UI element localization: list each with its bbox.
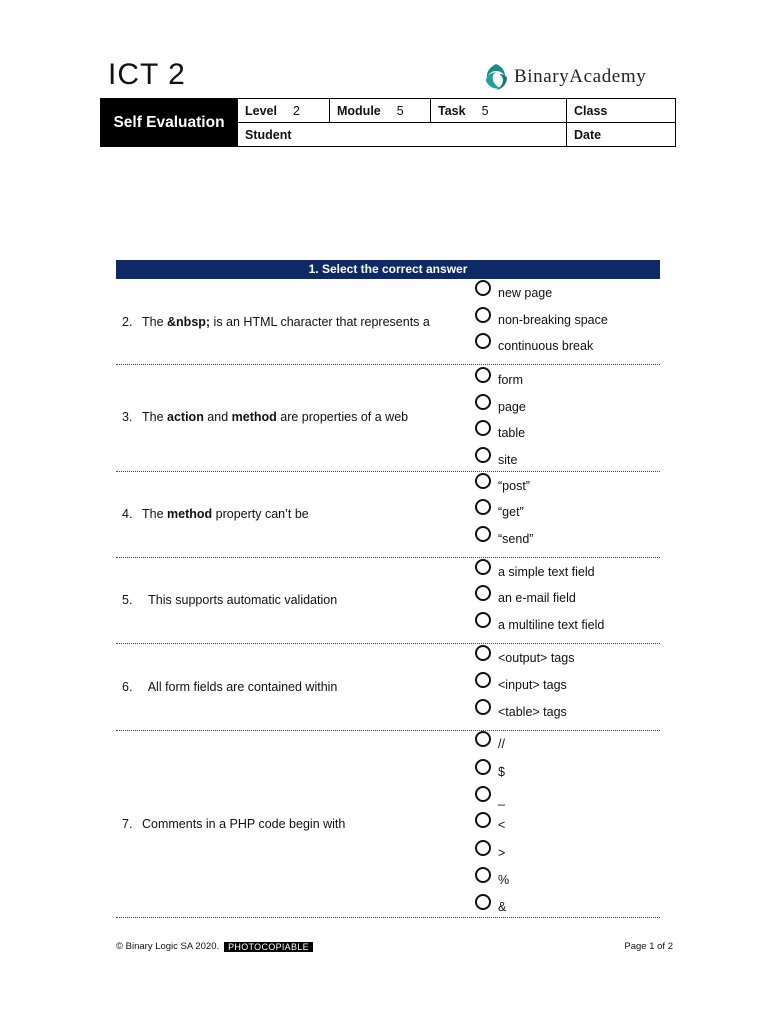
option-table[interactable]: table — [475, 425, 525, 441]
option-input-tags[interactable]: <input> tags — [475, 677, 567, 693]
option-greater-than[interactable]: > — [475, 845, 505, 861]
page-number: Page 1 of 2 — [624, 941, 673, 952]
question-text: 3. The action and method are properties of a web — [122, 410, 409, 424]
question-text: 7. Comments in a PHP code begin with — [122, 817, 346, 831]
option-multiline-text-field[interactable]: a multiline text field — [475, 617, 604, 633]
level-cell: Level 2 — [238, 99, 330, 123]
option-page[interactable]: page — [475, 399, 526, 415]
option-new-page[interactable]: new page — [475, 285, 552, 301]
self-evaluation-cell: Self Evaluation — [101, 99, 238, 147]
photocopiable-badge: PHOTOCOPIABLE — [224, 942, 313, 952]
option-post[interactable]: “post” — [475, 478, 530, 494]
option-form[interactable]: form — [475, 372, 523, 388]
question-7 — [116, 731, 660, 918]
question-text: 4. The method property can’t be — [122, 507, 309, 521]
radio-circle-icon[interactable] — [475, 812, 491, 828]
student-cell[interactable]: Student — [238, 123, 567, 147]
module-cell: Module 5 — [330, 99, 431, 123]
option-percent[interactable]: % — [475, 872, 509, 888]
radio-circle-icon[interactable] — [475, 867, 491, 883]
radio-circle-icon[interactable] — [475, 672, 491, 688]
question-2 — [116, 279, 660, 365]
radio-circle-icon[interactable] — [475, 759, 491, 775]
option-continuous-break[interactable]: continuous break — [475, 338, 593, 354]
radio-circle-icon[interactable] — [475, 473, 491, 489]
footer-copyright: © Binary Logic SA 2020. PHOTOCOPIABLE — [116, 941, 313, 952]
question-6 — [116, 644, 660, 731]
question-5 — [116, 558, 660, 644]
radio-circle-icon[interactable] — [475, 786, 491, 802]
option-ampersand[interactable]: & — [475, 899, 506, 915]
option-underscore[interactable]: _ — [475, 791, 505, 807]
option-output-tags[interactable]: <output> tags — [475, 650, 574, 666]
radio-circle-icon[interactable] — [475, 612, 491, 628]
radio-circle-icon[interactable] — [475, 394, 491, 410]
task-cell: Task 5 — [431, 99, 567, 123]
option-site[interactable]: site — [475, 452, 517, 468]
radio-circle-icon[interactable] — [475, 447, 491, 463]
date-cell[interactable]: Date — [567, 123, 676, 147]
radio-circle-icon[interactable] — [475, 585, 491, 601]
option-double-slash[interactable]: // — [475, 736, 505, 752]
option-dollar[interactable]: $ — [475, 764, 505, 780]
section-heading: 1. Select the correct answer — [116, 260, 660, 279]
option-table-tags[interactable]: <table> tags — [475, 704, 567, 720]
header-table — [100, 98, 676, 147]
question-3 — [116, 365, 660, 472]
radio-circle-icon[interactable] — [475, 367, 491, 383]
radio-circle-icon[interactable] — [475, 559, 491, 575]
radio-circle-icon[interactable] — [475, 420, 491, 436]
brand-logo — [483, 63, 646, 91]
question-text: 5. This supports automatic validation — [122, 593, 338, 607]
option-less-than[interactable]: < — [475, 817, 505, 833]
option-simple-text-field[interactable]: a simple text field — [475, 564, 595, 580]
document-title: ICT 2 — [108, 58, 186, 91]
radio-circle-icon[interactable] — [475, 307, 491, 323]
radio-circle-icon[interactable] — [475, 699, 491, 715]
class-cell[interactable]: Class — [567, 99, 676, 123]
option-email-field[interactable]: an e-mail field — [475, 590, 576, 606]
radio-circle-icon[interactable] — [475, 499, 491, 515]
radio-circle-icon[interactable] — [475, 840, 491, 856]
brand-name: BinaryAcademy — [514, 66, 647, 87]
option-send[interactable]: “send” — [475, 531, 533, 547]
binary-academy-logo-icon — [483, 63, 509, 91]
radio-circle-icon[interactable] — [475, 731, 491, 747]
question-text: 2. The &nbsp; is an HTML character that represents a — [122, 315, 430, 329]
option-get[interactable]: “get” — [475, 504, 524, 520]
radio-circle-icon[interactable] — [475, 333, 491, 349]
radio-circle-icon[interactable] — [475, 526, 491, 542]
question-text: 6. All form fields are contained within — [122, 680, 338, 694]
radio-circle-icon[interactable] — [475, 894, 491, 910]
radio-circle-icon[interactable] — [475, 645, 491, 661]
question-4 — [116, 472, 660, 558]
option-non-breaking-space[interactable]: non-breaking space — [475, 312, 608, 328]
radio-circle-icon[interactable] — [475, 280, 491, 296]
